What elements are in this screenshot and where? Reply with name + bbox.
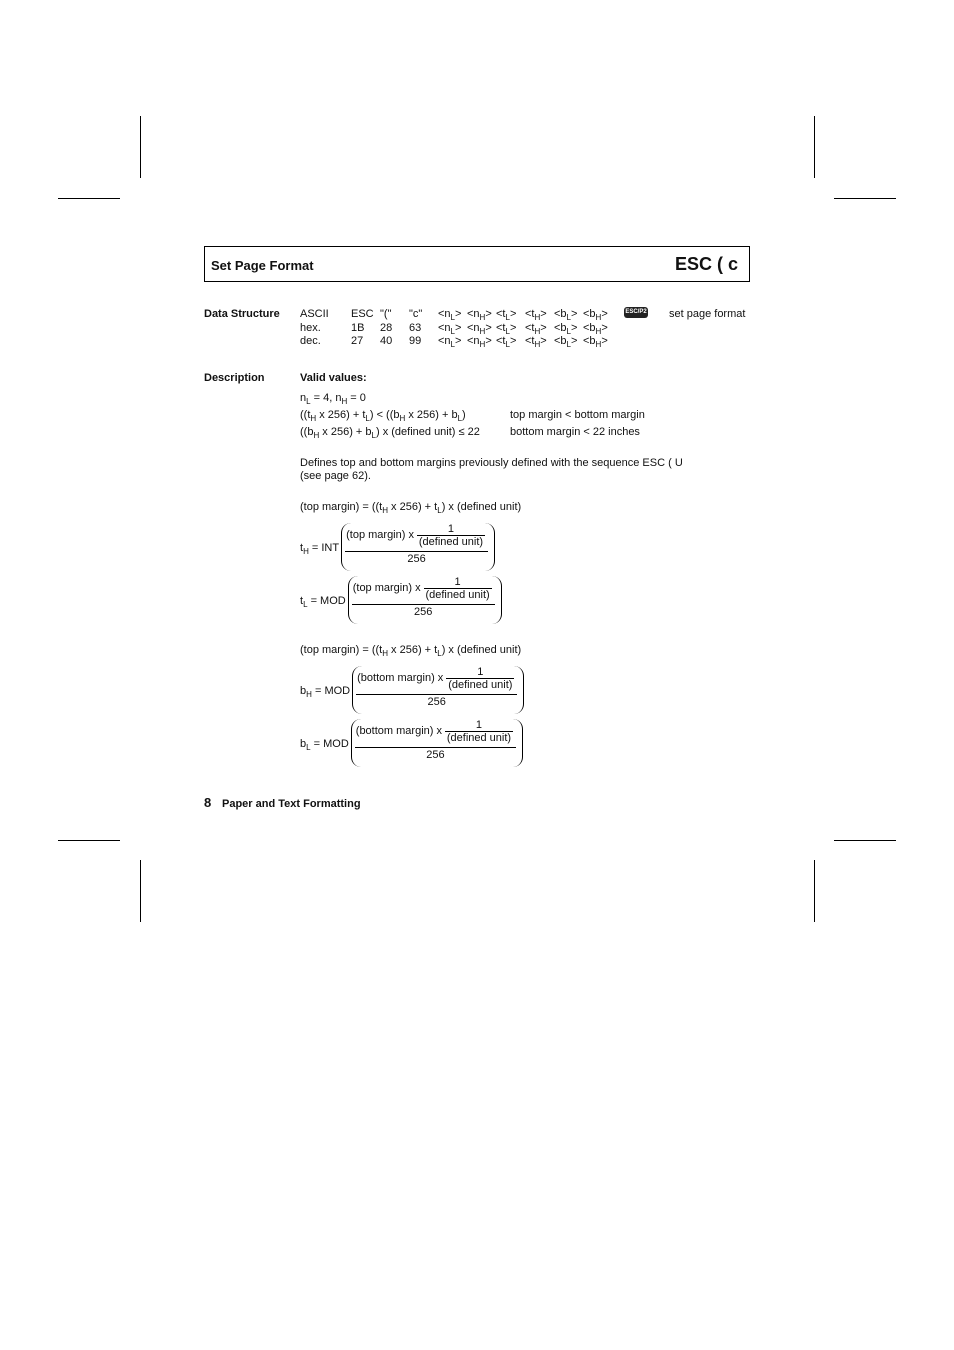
formula-denominator: 256 [426,749,445,761]
valid-values-title: Valid values: [300,372,367,384]
parameter-cell: $<t_H>$ [525,322,547,336]
unit-fraction [417,523,485,548]
crop-mark [58,198,120,199]
data-structure-cell: "(" [380,308,392,320]
crop-mark [834,840,896,841]
parameter-cell: $<b_H>$ [583,322,608,336]
description-paragraph-line1: Defines top and bottom margins previously defined with the sequence ESC ( U [300,457,683,469]
description-paragraph-line2: (see page 62). [300,470,371,482]
data-structure-cell: 40 [380,335,393,347]
right-parenthesis [512,719,523,767]
parameter-cell: $<t_H>$ [525,335,547,349]
division-bar [345,551,488,552]
crop-mark [814,116,815,178]
parameter-cell: $<t_H>$ [525,308,547,322]
esc-p2-badge: ESC/P2 [624,307,648,318]
command-code: ESC ( c [674,254,738,274]
parameter-cell: $<n_L>$ [438,322,462,336]
formula-denominator: 256 [407,553,426,565]
parameter-cell: $<t_L>$ [496,335,517,349]
valid-line-bottom: (($b_H$ x $256) + b_L$) x (defined unit) ≤ 22 [300,426,480,440]
division-bar [352,604,495,605]
data-structure-cell: dec. [300,335,321,347]
unit-fraction [446,666,514,691]
fraction-numerator: 1 [447,523,455,535]
fraction-denominator: (defined unit) [425,589,490,601]
data-structure-cell: 27 [351,335,364,347]
valid-note-top: top margin < bottom margin [510,409,645,421]
formula-lhs: $t_L$ = MOD [300,595,346,609]
section-title: Paper and Text Formatting [222,798,361,810]
formula-numerator: (bottom margin) x [357,672,444,684]
top-margin-equation: (top margin) = (($t_H$ x $256) + t_L$) x (defined unit) [300,501,522,515]
crop-mark [140,116,141,178]
crop-mark [58,840,120,841]
fraction-numerator: 1 [477,666,484,678]
crop-mark [814,860,815,922]
command-title: Set Page Format [211,258,314,273]
data-structure-cell: "c" [409,308,423,320]
right-parenthesis [513,666,524,714]
formula-numerator: (top margin) x [352,582,421,594]
data-structure-cell: 63 [409,322,422,334]
page-number: 8 [204,795,212,810]
parameter-cell: $<b_L>$ [554,308,578,322]
fraction-numerator: 1 [454,576,461,588]
data-structure-cell: ASCII [300,308,329,320]
fraction-denominator: (defined unit) [446,732,512,744]
unit-fraction [424,576,492,601]
right-parenthesis [491,576,502,624]
parameter-cell: $<n_L>$ [438,308,462,322]
formula-lhs: $t_H$ = INT [300,542,340,556]
unit-fraction [445,719,513,744]
fraction-denominator: (defined unit) [448,679,513,691]
fraction-numerator: 1 [475,719,483,731]
crop-mark [140,860,141,922]
description-label: Description [204,372,265,384]
data-structure-note: set page format [669,308,746,320]
parameter-cell: $<n_L>$ [438,335,462,349]
parameter-cell: $<n_H>$ [467,322,492,336]
parameter-cell: $<n_H>$ [467,335,492,349]
fraction-denominator: (defined unit) [418,536,484,548]
parameter-cell: $<b_H>$ [583,308,608,322]
valid-line-n: $n_L = 4$, $n_H = 0$ [300,392,366,406]
formula-lhs: $b_H$ = MOD [300,685,351,699]
valid-line-top: (($t_H$ x $256) + t_L) < ((b_H$ x $256) + b_L$) [300,409,466,423]
formula-denominator: 256 [413,606,433,618]
formula-numerator: (top margin) x [346,529,414,541]
data-structure-cell: ESC [351,308,374,320]
valid-note-bottom: bottom margin < 22 inches [510,426,640,438]
crop-mark [834,198,896,199]
parameter-cell: $<b_L>$ [554,335,578,349]
data-structure-cell: 1B [351,322,365,334]
data-structure-label: Data Structure [204,308,280,320]
data-structure-cell: hex. [300,322,321,334]
command-header [204,246,750,282]
parameter-cell: $<t_L>$ [496,308,517,322]
formula-denominator: 256 [427,696,446,708]
formula-numerator: (bottom margin) x [355,725,442,737]
data-structure-cell: 28 [380,322,393,334]
formula-lhs: $b_L$ = MOD [300,738,349,752]
division-bar [356,694,517,695]
parameter-cell: $<t_L>$ [496,322,517,336]
parameter-cell: $<b_H>$ [583,335,608,349]
data-structure-cell: 99 [409,335,422,347]
parameter-cell: $<n_H>$ [467,308,492,322]
bottom-section-equation: (top margin) = (($t_H$ x $256) + t_L$) x (defined unit) [300,644,522,658]
right-parenthesis [484,523,495,571]
division-bar [355,747,516,748]
parameter-cell: $<b_L>$ [554,322,578,336]
